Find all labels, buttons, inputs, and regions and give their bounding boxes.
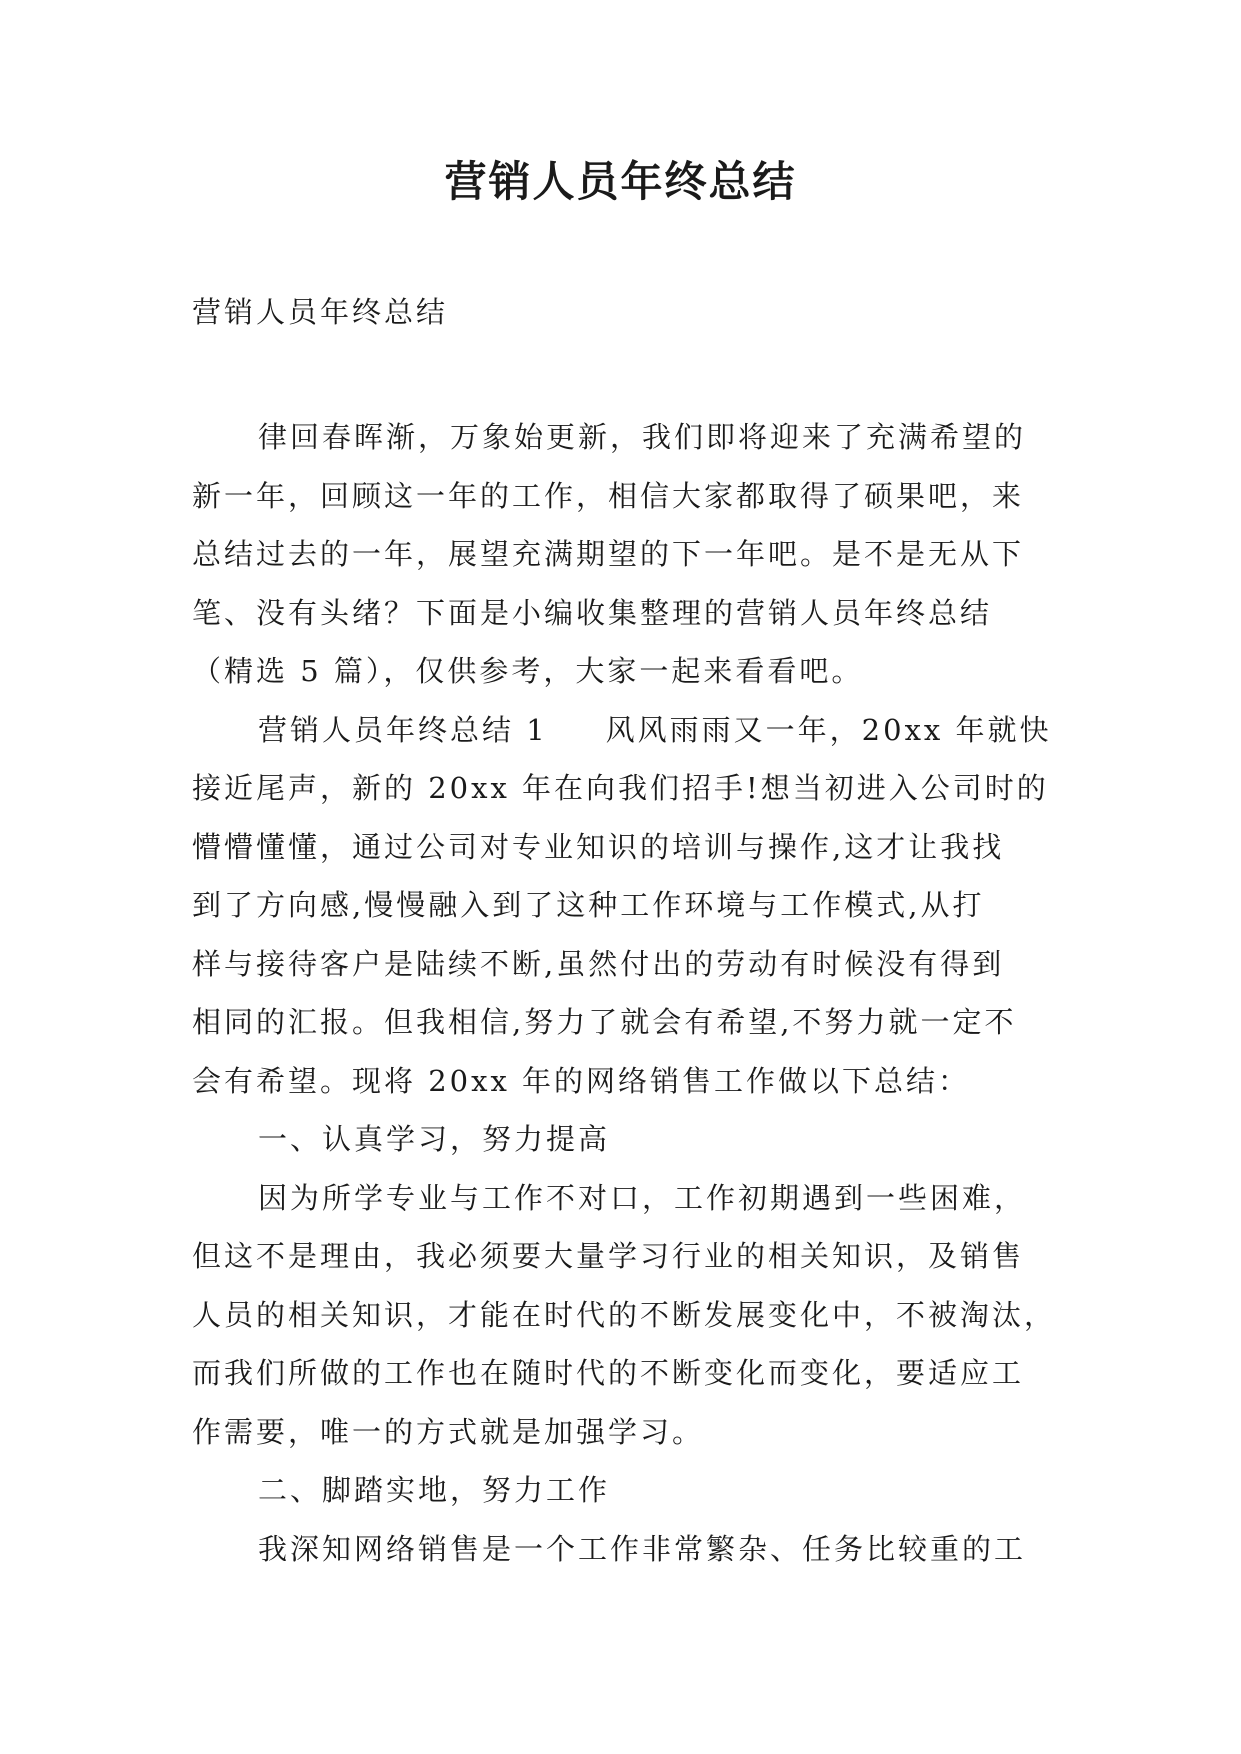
document-title: 营销人员年终总结 [444,157,797,206]
paragraph-line: 新一年，回顾这一年的工作，相信大家都取得了硕果吧，来 [192,478,1025,513]
paragraph-line: 因为所学专业与工作不对口，工作初期遇到一些困难， [258,1180,1027,1215]
section-heading: 二、脚踏实地，努力工作 [258,1473,611,1507]
paragraph-line: 相同的汇报。但我相信,努力了就会有希望,不努力就一定不 [192,1005,1017,1039]
paragraph-line: 律回春晖渐，万象始更新，我们即将迎来了充满希望的 [258,420,1027,454]
paragraph-line: 到了方向感,慢慢融入到了这种工作环境与工作模式,从打 [192,888,985,922]
paragraph-line: 懵懵懂懂，通过公司对专业知识的培训与操作,这才让我找 [192,829,1005,864]
section-heading: 营销人员年终总结 1 [258,712,548,747]
paragraph-line [192,701,1062,760]
paragraph-line: 但这不是理由，我必须要大量学习行业的相关知识，及销售 [192,1239,1025,1273]
paragraph-line: 人员的相关知识，才能在时代的不断发展变化中，不被淘汰， [192,1297,1057,1332]
paragraph-line: 我深知网络销售是一个工作非常繁杂、任务比较重的工 [258,1531,1027,1566]
document-body [192,408,1062,1578]
paragraph-line: 而我们所做的工作也在随时代的不断变化而变化，要适应工 [192,1356,1025,1390]
paragraph-line: 会有希望。现将 20xx 年的网络销售工作做以下总结： [192,1063,971,1098]
paragraph-line: 笔、没有头绪？下面是小编收集整理的营销人员年终总结 [192,595,993,630]
section-heading: 一、认真学习，努力提高 [258,1122,611,1156]
paragraph-line: 作需要，唯一的方式就是加强学习。 [192,1414,705,1449]
paragraph-line: 接近尾声，新的 20xx 年在向我们招手!想当初进入公司时的 [192,771,1049,805]
document-subtitle: 营销人员年终总结 [192,295,449,329]
paragraph-text: 风风雨雨又一年，20xx 年就快 [605,712,1052,747]
paragraph-line: 样与接待客户是陆续不断,虽然付出的劳动有时候没有得到 [192,946,1005,981]
paragraph-line: （精选 5 篇），仅供参考，大家一起来看看吧。 [192,654,864,688]
paragraph-line: 总结过去的一年，展望充满期望的下一年吧。是不是无从下 [192,537,1025,571]
